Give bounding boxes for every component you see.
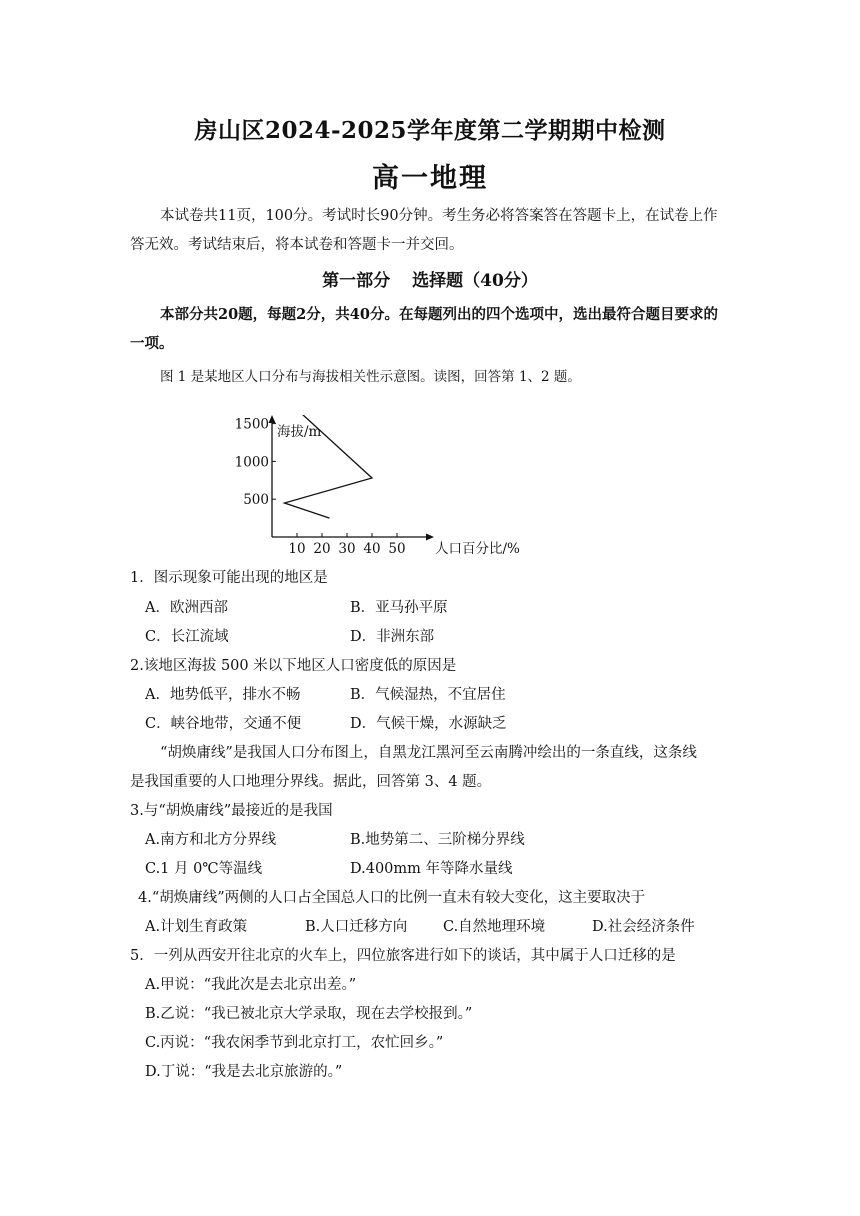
figure-intro: 图 1 是某地区人口分布与海拔相关性示意图。读图，回答第 1、2 题。	[160, 369, 581, 385]
q4-option-b: B.人口迁移方向	[305, 919, 408, 935]
q3-option-b: B.地势第二、三阶梯分界线	[350, 832, 525, 848]
exam-subject: 高一地理	[372, 163, 488, 194]
passage-line-2: 是我国重要的人口地理分界线。据此，回答第 3、4 题。	[130, 774, 492, 790]
passage-line-1: “胡焕庸线”是我国人口分布图上，自黑龙江黑河至云南腾冲绘出的一条直线，这条线	[160, 745, 697, 761]
q3-option-d: D.400mm 年等降水量线	[350, 861, 513, 877]
x-axis-arrow	[426, 534, 434, 541]
section-type: 选择题（40分）	[412, 271, 538, 291]
section-instruction-line-2: 一项。	[130, 335, 174, 352]
q2-option-a: A．地势低平，排水不畅	[145, 687, 301, 703]
section-name: 第一部分	[322, 271, 391, 291]
q1-option-d: D．非洲东部	[350, 629, 435, 645]
q1-stem: 1．图示现象可能出现的地区是	[130, 570, 328, 586]
q2-option-d: D．气候干燥，水源缺乏	[350, 716, 507, 732]
q3-option-c: C.1 月 0℃等温线	[145, 861, 263, 877]
q4-option-d: D.社会经济条件	[592, 919, 695, 935]
q5-option-b: B.乙说：“我已被北京大学录取，现在去学校报到。”	[145, 1006, 473, 1022]
q5-option-c: C.丙说：“我农闲季节到北京打工，农忙回乡。”	[145, 1035, 444, 1051]
q5-option-a: A.甲说：“我此次是去北京出差。”	[145, 977, 357, 993]
y-tick-label-1000: 1000	[234, 454, 269, 471]
q1-option-c: C．长江流域	[145, 629, 229, 645]
y-tick-label-500: 500	[243, 492, 269, 509]
y-tick-label-1500: 1500	[234, 416, 269, 433]
altitude-population-chart	[230, 415, 530, 565]
q5-option-d: D.丁说：“我是去北京旅游的。”	[145, 1064, 343, 1080]
section-heading	[0, 266, 860, 291]
q3-option-a: A.南方和北方分界线	[145, 832, 277, 848]
section-instruction-line-1: 本部分共20题，每题2分，共40分。在每题列出的四个选项中，选出最符合题目要求的	[160, 306, 718, 323]
q5-stem: 5．一列从西安开往北京的火车上，四位旅客进行如下的谈话，其中属于人口迁移的是	[130, 948, 676, 964]
x-tick-label-50: 50	[388, 541, 406, 557]
x-tick-label-20: 20	[313, 541, 331, 557]
chart-plot-area	[235, 415, 520, 557]
x-axis-label: 人口百分比/%	[435, 541, 520, 557]
x-tick-label-30: 30	[338, 541, 356, 557]
q2-option-b: B．气候湿热，不宜居住	[350, 687, 506, 703]
y-axis-arrow	[269, 415, 276, 423]
x-tick-label-10: 10	[288, 541, 306, 557]
q4-option-c: C.自然地理环境	[443, 919, 546, 935]
q4-stem: 4.“胡焕庸线”两侧的人口占全国总人口的比例一直未有较大变化，这主要取决于	[138, 890, 646, 906]
q2-stem: 2.该地区海拔 500 米以下地区人口密度低的原因是	[130, 658, 457, 674]
intro-line-2: 答无效。考试结束后，将本试卷和答题卡一并交回。	[130, 237, 464, 253]
x-tick-label-40: 40	[363, 541, 381, 557]
q1-option-a: A．欧洲西部	[145, 600, 228, 616]
q4-option-a: A.计划生育政策	[145, 919, 248, 935]
q1-option-b: B．亚马孙平原	[350, 600, 448, 616]
q3-stem: 3.与“胡焕庸线”最接近的是我国	[130, 803, 333, 819]
exam-title: 房山区2024-2025学年度第二学期期中检测	[194, 117, 666, 144]
y-axis-label: 海拔/m	[277, 424, 322, 440]
q2-option-c: C．峡谷地带，交通不便	[145, 716, 302, 732]
intro-line-1: 本试卷共11页，100分。考试时长90分钟。考生务必将答案答在答题卡上，在试卷上作	[160, 208, 718, 224]
